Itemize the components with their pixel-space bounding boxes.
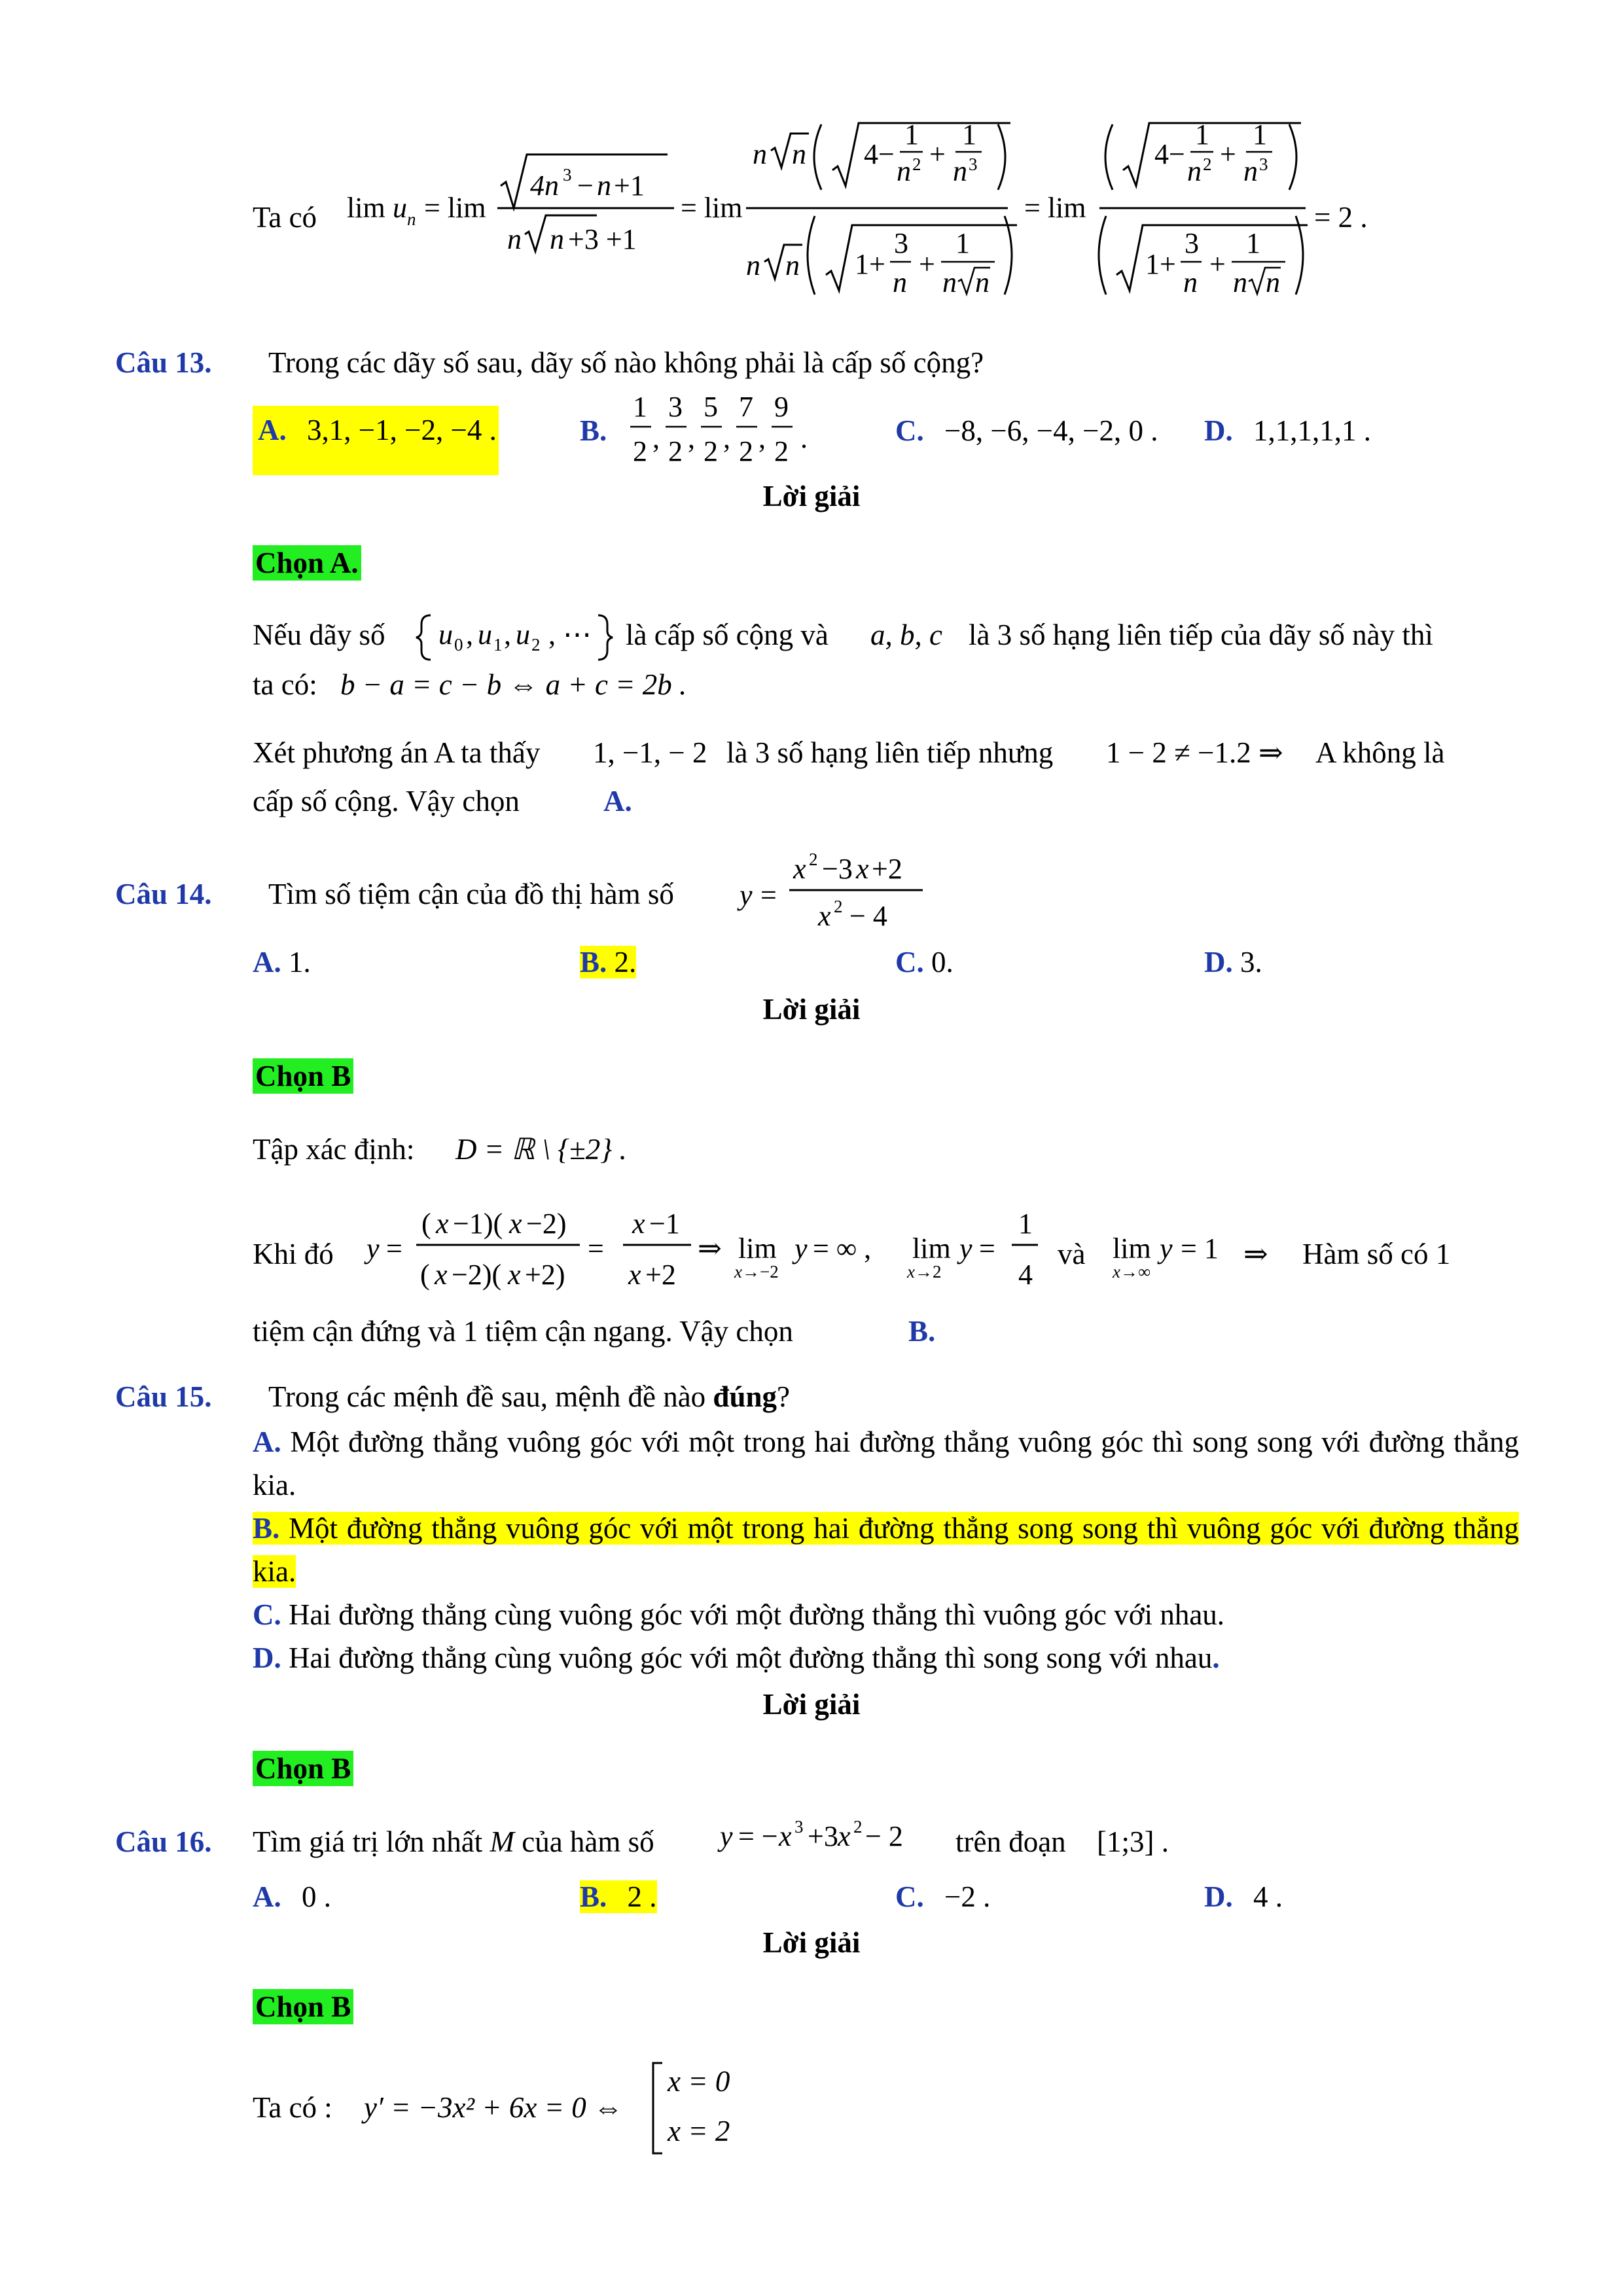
q13-option-a-value: 3,1, −1, −2, −4 . bbox=[307, 414, 497, 446]
svg-text:1: 1 bbox=[1246, 227, 1260, 259]
svg-text:= lim: = lim bbox=[1024, 192, 1086, 224]
q13-option-d-value: 1,1,1,1,1 . bbox=[1253, 414, 1371, 447]
q13-expl1b: là cấp số cộng và bbox=[626, 619, 829, 651]
q14-solution-title: Lời giải bbox=[762, 993, 861, 1026]
q15-text-after: ? bbox=[777, 1380, 790, 1413]
svg-text:, ⋯: , ⋯ bbox=[548, 619, 592, 651]
q14-khi-do: Khi đó bbox=[253, 1238, 334, 1270]
svg-text:3: 3 bbox=[1185, 227, 1199, 259]
q14-conclusion: Hàm số có 1 bbox=[1302, 1238, 1451, 1270]
q16-option-d-key: D. bbox=[1204, 1880, 1233, 1913]
q16-root2: x = 2 bbox=[668, 2115, 730, 2147]
q14-answer: B. bbox=[908, 1315, 936, 1348]
svg-text:1+: 1+ bbox=[1145, 248, 1176, 280]
q14-option-c-key: C. bbox=[895, 946, 924, 978]
svg-text:+2: +2 bbox=[645, 1259, 676, 1291]
q13-option-b-fractions bbox=[625, 387, 821, 473]
q14-option-c bbox=[895, 942, 954, 982]
q14-implies: ⇒ bbox=[1243, 1238, 1268, 1270]
q15-choice: Chọn B bbox=[253, 1751, 353, 1786]
svg-text:u: u bbox=[516, 619, 530, 651]
svg-text:(: ( bbox=[420, 1259, 430, 1291]
svg-text:y: y bbox=[794, 1232, 808, 1265]
svg-text:n: n bbox=[407, 209, 416, 229]
svg-text:,: , bbox=[652, 422, 660, 454]
q16-function-formula bbox=[717, 1813, 933, 1865]
svg-text:4n: 4n bbox=[530, 170, 559, 202]
q14-conclusion2: tiệm cận đứng và 1 tiệm cận ngang. Vậy chọn bbox=[253, 1315, 793, 1348]
svg-text:n: n bbox=[597, 170, 611, 202]
svg-text:,: , bbox=[723, 422, 730, 454]
q16-option-a bbox=[253, 1877, 331, 1916]
intro-limit-formula bbox=[340, 118, 1387, 334]
q14-option-a-value: 1. bbox=[289, 946, 311, 978]
svg-text:= 1: = 1 bbox=[1181, 1232, 1219, 1265]
q14-option-b bbox=[580, 942, 636, 982]
q14-option-d-key: D. bbox=[1204, 946, 1233, 978]
q16-solution-title: Lời giải bbox=[762, 1926, 861, 1959]
svg-text:y: y bbox=[1160, 1232, 1173, 1265]
q13-solution-title: Lời giải bbox=[762, 480, 861, 512]
q15-option-a-key: A. bbox=[253, 1426, 281, 1458]
q16-option-d-value: 4 . bbox=[1253, 1880, 1283, 1913]
q15-solution-title: Lời giải bbox=[762, 1688, 861, 1721]
svg-text:= lim: = lim bbox=[424, 192, 486, 224]
svg-text:1: 1 bbox=[1195, 118, 1209, 151]
q15-option-b bbox=[253, 1507, 1519, 1593]
q13-expl4-answer: A. bbox=[603, 785, 632, 817]
svg-text:x→∞: x→∞ bbox=[1113, 1262, 1151, 1282]
svg-text:,: , bbox=[504, 619, 511, 651]
svg-text:2: 2 bbox=[912, 154, 921, 174]
q15-text-bold: đúng bbox=[713, 1380, 777, 1413]
svg-text:= −: = − bbox=[738, 1820, 778, 1852]
q14-text: Tìm số tiệm cận của đồ thị hàm số bbox=[268, 878, 674, 910]
svg-text:3: 3 bbox=[668, 391, 683, 423]
q15-label: Câu 15. bbox=[115, 1380, 212, 1413]
q13-expl3a: Xét phương án A ta thấy bbox=[253, 736, 541, 769]
svg-text:,: , bbox=[688, 422, 695, 454]
q16-option-b-key: B. bbox=[580, 1880, 607, 1913]
q15-option-d-end: . bbox=[1212, 1641, 1220, 1674]
svg-text:− 2: − 2 bbox=[865, 1820, 903, 1852]
q16-option-c bbox=[895, 1877, 990, 1916]
svg-text:y: y bbox=[959, 1232, 972, 1265]
q13-option-c bbox=[895, 411, 1158, 450]
q13-option-c-value: −8, −6, −4, −2, 0 . bbox=[944, 414, 1158, 447]
q15-text-before: Trong các mệnh đề sau, mệnh đề nào bbox=[268, 1380, 706, 1413]
q14-domain-text: Tập xác định: bbox=[253, 1133, 415, 1166]
svg-text:2: 2 bbox=[853, 1817, 863, 1837]
svg-text:+: + bbox=[929, 138, 946, 170]
svg-text:n: n bbox=[1183, 266, 1198, 298]
svg-text:n: n bbox=[942, 266, 957, 298]
q13-expl1a: Nếu dãy số bbox=[253, 619, 385, 651]
q16-choice: Chọn B bbox=[253, 1989, 353, 2024]
q14-option-a-key: A. bbox=[253, 946, 281, 978]
svg-text:2: 2 bbox=[704, 435, 718, 467]
q13-sequence-set bbox=[415, 610, 637, 662]
svg-text:4−: 4− bbox=[1154, 138, 1185, 170]
svg-text:7: 7 bbox=[739, 391, 753, 423]
svg-text:2: 2 bbox=[668, 435, 683, 467]
intro-lead: Ta có bbox=[253, 201, 317, 234]
q15-option-a-text: Một đường thẳng vuông góc với một trong hai đường thẳng vuông góc thì song song với đường thẳng kia. bbox=[253, 1426, 1520, 1501]
q15-option-b-key: B. bbox=[253, 1512, 280, 1545]
svg-text:1: 1 bbox=[633, 391, 647, 423]
q13-option-d bbox=[1204, 411, 1371, 450]
q16-option-a-key: A. bbox=[253, 1880, 281, 1913]
svg-text:9: 9 bbox=[774, 391, 789, 423]
svg-text:n: n bbox=[785, 249, 800, 281]
svg-text:n: n bbox=[1266, 266, 1280, 298]
svg-text:−: − bbox=[577, 170, 594, 202]
q13-label: Câu 13. bbox=[115, 346, 212, 379]
q15-option-d bbox=[253, 1636, 1519, 1679]
svg-text:y: y bbox=[740, 879, 753, 911]
svg-text:x: x bbox=[793, 853, 806, 885]
q13-option-c-key: C. bbox=[895, 414, 924, 447]
svg-text:3: 3 bbox=[794, 1817, 804, 1837]
q16-lead: Ta có : bbox=[253, 2091, 332, 2124]
svg-text:n: n bbox=[1187, 155, 1202, 187]
q14-option-b-value: 2. bbox=[614, 946, 637, 978]
q13-option-a bbox=[253, 406, 499, 475]
q16-option-b-value: 2 . bbox=[627, 1880, 657, 1913]
intro-result: = 2 . bbox=[1314, 201, 1368, 234]
svg-text:u: u bbox=[478, 619, 492, 651]
q16-text bbox=[253, 1822, 654, 1861]
svg-text:,: , bbox=[466, 619, 473, 651]
svg-text:1: 1 bbox=[904, 118, 919, 151]
q13-option-b-key: B. bbox=[580, 414, 607, 447]
q15-option-b-text: Một đường thẳng vuông góc với một trong hai đường thẳng song song thì vuông góc với đường thẳng kia. bbox=[253, 1512, 1520, 1588]
svg-text:−1: −1 bbox=[649, 1208, 680, 1240]
svg-text:1: 1 bbox=[955, 227, 970, 259]
q16-text-c: trên đoạn bbox=[955, 1825, 1066, 1858]
q15-option-c-key: C. bbox=[253, 1598, 281, 1631]
q14-option-b-key: B. bbox=[580, 946, 607, 978]
q16-text-b: của hàm số bbox=[522, 1825, 654, 1858]
svg-text:x→−2: x→−2 bbox=[734, 1262, 779, 1282]
q13-expl2b: b − a = c − b ⇔ a + c = 2b . bbox=[340, 668, 687, 701]
q16-option-c-value: −2 . bbox=[944, 1880, 991, 1913]
svg-text:x: x bbox=[509, 1208, 522, 1240]
svg-text:n: n bbox=[897, 155, 911, 187]
q15-option-d-key: D. bbox=[253, 1641, 281, 1674]
q14-and-word: và bbox=[1058, 1238, 1086, 1270]
q16-text-a: Tìm giá trị lớn nhất bbox=[253, 1825, 483, 1858]
svg-text:.: . bbox=[800, 422, 808, 454]
svg-text:+3 +1: +3 +1 bbox=[568, 223, 637, 255]
svg-text:lim: lim bbox=[1113, 1232, 1151, 1265]
q14-option-a bbox=[253, 942, 311, 982]
q16-option-d bbox=[1204, 1877, 1283, 1916]
svg-text:n: n bbox=[953, 155, 967, 187]
svg-text:x: x bbox=[508, 1259, 521, 1291]
svg-text:n: n bbox=[975, 266, 990, 298]
svg-text:2: 2 bbox=[633, 435, 647, 467]
q13-expl2a: ta có: bbox=[253, 668, 317, 701]
svg-text:n: n bbox=[893, 266, 907, 298]
svg-text:⇒: ⇒ bbox=[698, 1232, 722, 1265]
q13-option-a-key: A. bbox=[258, 414, 287, 446]
svg-text:2: 2 bbox=[774, 435, 789, 467]
q14-option-d bbox=[1204, 942, 1262, 982]
svg-text:n: n bbox=[792, 138, 806, 170]
svg-text:2: 2 bbox=[531, 635, 541, 655]
q13-expl4: cấp số cộng. Vậy chọn bbox=[253, 785, 520, 817]
svg-text:x→2: x→2 bbox=[907, 1262, 942, 1282]
svg-text:x: x bbox=[818, 900, 831, 932]
svg-text:3: 3 bbox=[563, 165, 572, 185]
svg-text:+2: +2 bbox=[872, 853, 902, 885]
svg-text:+: + bbox=[1220, 138, 1236, 170]
q15-option-d-text: Hai đường thẳng cùng vuông góc với một đường thẳng thì song song với nhau bbox=[289, 1641, 1213, 1674]
svg-text:3: 3 bbox=[1259, 154, 1268, 174]
svg-text:,: , bbox=[758, 422, 766, 454]
svg-text:x: x bbox=[436, 1208, 449, 1240]
q16-derivative: y′ = −3x² + 6x = 0 ⇔ bbox=[364, 2091, 623, 2124]
svg-text:− 4: − 4 bbox=[849, 900, 887, 932]
svg-text:x: x bbox=[435, 1259, 448, 1291]
svg-text:2: 2 bbox=[809, 850, 818, 869]
svg-text:+: + bbox=[1209, 248, 1226, 280]
q13-expl3e: A không là bbox=[1315, 736, 1445, 769]
svg-text:n: n bbox=[507, 223, 522, 255]
q16-option-c-key: C. bbox=[895, 1880, 924, 1913]
svg-text:+: + bbox=[919, 248, 935, 280]
q13-choice: Chọn A. bbox=[253, 545, 361, 581]
svg-text:4−: 4− bbox=[864, 138, 895, 170]
question-13-label bbox=[115, 343, 212, 382]
svg-text:n: n bbox=[1243, 155, 1258, 187]
q15-text bbox=[268, 1377, 790, 1416]
svg-text:n: n bbox=[1233, 266, 1247, 298]
svg-text:=: = bbox=[979, 1232, 995, 1265]
svg-text:n: n bbox=[746, 249, 760, 281]
q14-label: Câu 14. bbox=[115, 878, 212, 910]
svg-text:1: 1 bbox=[962, 118, 976, 151]
svg-text:−1)(: −1)( bbox=[453, 1208, 503, 1240]
q13-expl-line1 bbox=[253, 615, 385, 655]
svg-text:+3: +3 bbox=[808, 1820, 838, 1852]
svg-text:n: n bbox=[550, 223, 564, 255]
q13-text: Trong các dãy số sau, dãy số nào không phải là cấp số cộng? bbox=[268, 346, 984, 379]
q13-expl1c: a, b, c bbox=[870, 619, 942, 651]
svg-text:=: = bbox=[588, 1232, 604, 1265]
svg-text:1: 1 bbox=[493, 635, 503, 655]
svg-text:x: x bbox=[838, 1820, 851, 1852]
svg-text:x: x bbox=[779, 1820, 792, 1852]
q14-horizontal-limit bbox=[1113, 1230, 1257, 1296]
svg-text:5: 5 bbox=[704, 391, 718, 423]
q13-expl3c: là 3 số hạng liên tiếp nhưng bbox=[726, 736, 1054, 769]
svg-text:−2)(: −2)( bbox=[452, 1259, 502, 1291]
svg-text:u: u bbox=[393, 192, 407, 224]
svg-text:3: 3 bbox=[969, 154, 978, 174]
svg-text:(: ( bbox=[421, 1208, 431, 1240]
svg-text:1: 1 bbox=[1018, 1208, 1033, 1240]
q16-label: Câu 16. bbox=[115, 1825, 212, 1858]
svg-text:u: u bbox=[438, 619, 453, 651]
q13-expl3d: 1 − 2 ≠ −1.2 ⇒ bbox=[1106, 736, 1283, 769]
svg-text:−3: −3 bbox=[822, 853, 853, 885]
svg-text:+2): +2) bbox=[525, 1259, 565, 1291]
svg-text:x: x bbox=[856, 853, 869, 885]
q13-option-b bbox=[580, 411, 607, 450]
svg-text:2: 2 bbox=[834, 897, 843, 916]
q16-root1: x = 0 bbox=[668, 2065, 730, 2098]
q14-simplification-formula bbox=[364, 1202, 1450, 1306]
svg-text:=: = bbox=[386, 1232, 402, 1265]
q13-expl3b: 1, −1, − 2 bbox=[593, 736, 707, 769]
q16-interval: [1;3] . bbox=[1097, 1825, 1169, 1858]
q16-root-bracket bbox=[648, 2060, 668, 2159]
svg-text:−2): −2) bbox=[526, 1208, 567, 1240]
svg-text:lim: lim bbox=[738, 1232, 777, 1265]
svg-text:0: 0 bbox=[454, 635, 463, 655]
svg-text:= lim: = lim bbox=[681, 192, 743, 224]
svg-text:1: 1 bbox=[1253, 118, 1267, 151]
q13-expl1d: là 3 số hạng liên tiếp của dãy số này thì bbox=[969, 619, 1433, 651]
svg-text:x: x bbox=[628, 1259, 641, 1291]
q16-text-m: M bbox=[490, 1825, 514, 1858]
svg-text:y: y bbox=[366, 1232, 380, 1265]
q14-option-c-value: 0. bbox=[931, 946, 954, 978]
svg-text:y: y bbox=[720, 1820, 733, 1852]
q14-domain-expr: D = ℝ \ {±2} . bbox=[455, 1133, 627, 1166]
q15-option-c-text: Hai đường thẳng cùng vuông góc với một đường thẳng thì vuông góc với nhau. bbox=[289, 1598, 1225, 1631]
svg-text:1+: 1+ bbox=[855, 248, 885, 280]
q14-option-d-value: 3. bbox=[1240, 946, 1262, 978]
svg-text:3: 3 bbox=[894, 227, 908, 259]
svg-text:n: n bbox=[753, 138, 767, 170]
svg-text:4: 4 bbox=[1018, 1259, 1033, 1291]
q14-function-formula bbox=[737, 844, 946, 942]
q13-option-d-key: D. bbox=[1204, 414, 1233, 447]
svg-text:=: = bbox=[760, 879, 777, 911]
svg-text:2: 2 bbox=[1203, 154, 1212, 174]
svg-text:+1: +1 bbox=[614, 170, 645, 202]
svg-text:x: x bbox=[632, 1208, 645, 1240]
svg-text:lim: lim bbox=[347, 192, 385, 224]
q15-option-a bbox=[253, 1420, 1519, 1507]
q14-choice: Chọn B bbox=[253, 1058, 353, 1094]
q16-option-a-value: 0 . bbox=[302, 1880, 331, 1913]
q15-option-c bbox=[253, 1593, 1519, 1636]
svg-text:lim: lim bbox=[912, 1232, 951, 1265]
q16-option-b bbox=[580, 1877, 657, 1916]
svg-text:= ∞ ,: = ∞ , bbox=[813, 1232, 872, 1265]
svg-text:2: 2 bbox=[739, 435, 753, 467]
